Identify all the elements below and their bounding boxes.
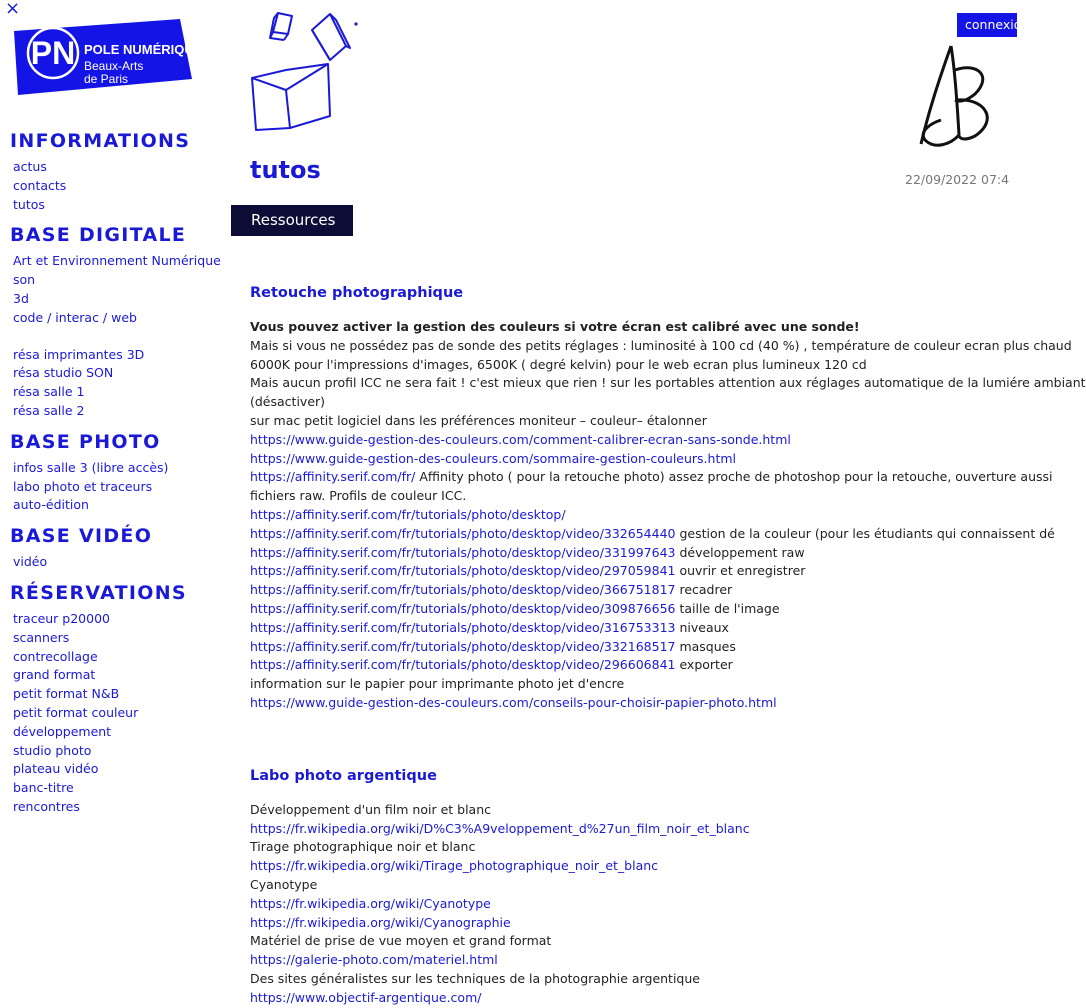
section-heading-retouche: Retouche photographique <box>250 285 464 301</box>
nav-item-resa-salle-1[interactable] <box>13 383 225 402</box>
datetime: 22/09/2022 07:4 <box>905 172 1010 187</box>
link-line <box>250 694 1010 713</box>
resource-link[interactable]: https://www.guide-gestion-des-couleurs.com/sommaire-gestion-couleurs.html <box>250 450 736 466</box>
nav-link[interactable]: son <box>13 272 36 288</box>
nav-link[interactable]: petit format couleur <box>13 704 139 720</box>
main-content <box>250 282 1086 1008</box>
text-line: Développement d'un film noir et blanc <box>250 801 492 817</box>
link-description: exporter <box>675 657 733 673</box>
link-with-description <box>250 656 1010 675</box>
text-line: (désactiver) <box>250 394 326 410</box>
nav-item-scanners[interactable] <box>13 629 225 648</box>
nav-item-auto-edition[interactable] <box>13 496 225 515</box>
link-with-description <box>250 581 1010 600</box>
resource-link[interactable]: https://fr.wikipedia.org/wiki/Tirage_photographique_noir_et_blanc <box>250 858 659 874</box>
tab-ressources[interactable]: Ressources <box>231 205 353 236</box>
logo-monogram: PN <box>30 35 76 71</box>
section-heading-labo: Labo photo argentique <box>250 767 437 784</box>
nav-link[interactable]: plateau vidéo <box>13 761 99 777</box>
nav-link[interactable]: labo photo et traceurs <box>13 478 153 494</box>
nav-link[interactable]: auto-édition <box>13 497 89 513</box>
link-line <box>250 820 1010 839</box>
link-line <box>250 506 1010 525</box>
nav-item-grand-format[interactable] <box>13 666 225 685</box>
cubes-illustration <box>246 10 366 132</box>
nav-link[interactable]: vidéo <box>13 554 48 570</box>
text-line: Des sites généralistes sur les techniques de la photographie argentique <box>250 970 700 986</box>
nav-item-video[interactable] <box>13 553 225 572</box>
section-title-base-photo: BASE PHOTO <box>10 430 161 453</box>
section-title-informations: INFORMATIONS <box>10 130 191 152</box>
nav-item-contacts[interactable] <box>13 177 225 196</box>
text-line: fichiers raw. Profils de couleur ICC. <box>250 488 467 504</box>
nav-link[interactable]: développement <box>13 723 112 739</box>
nav-item-labo-photo[interactable] <box>13 478 225 497</box>
link-description: masques <box>675 638 736 654</box>
resource-link[interactable]: https://affinity.serif.com/fr/tutorials/photo/desktop/video/332654440 <box>250 525 676 541</box>
nav-item-resa-studio-son[interactable] <box>13 364 225 383</box>
resource-link[interactable]: https://affinity.serif.com/fr/tutorials/photo/desktop/video/366751817 <box>250 582 676 598</box>
section-title-base-digitale: BASE DIGITALE <box>10 224 187 247</box>
nav-link[interactable]: code / interac / web <box>13 309 137 325</box>
resource-link[interactable]: https://affinity.serif.com/fr/tutorials/photo/desktop/video/297059841 <box>250 563 676 579</box>
logo-title: POLE NUMÉRIQUE <box>84 42 203 57</box>
pole-numerique-logo[interactable] <box>12 17 203 97</box>
text-line: sur mac petit logiciel dans les préférences moniteur – couleur– étalonner <box>250 412 707 428</box>
link-description: gestion de la couleur (pour les étudiants qui connaissent dé <box>675 525 1055 541</box>
link-description: Affinity photo ( pour la retouche photo) assez proche de photoshop pour la retouche, ouverture aussi <box>415 469 1053 485</box>
resource-link[interactable]: https://www.objectif-argentique.com/ <box>250 989 482 1005</box>
link-with-description <box>250 525 1055 544</box>
logo-subtitle-2: de Paris <box>84 72 129 86</box>
link-with-description <box>250 619 1010 638</box>
base-photo-list <box>13 459 225 515</box>
section-labo <box>250 765 1010 1008</box>
nav-item-banc-titre[interactable] <box>13 779 225 798</box>
nav-link[interactable]: grand format <box>13 667 96 683</box>
resource-link[interactable]: https://affinity.serif.com/fr/tutorials/photo/desktop/video/309876656 <box>250 600 676 616</box>
nav-link[interactable]: tutos <box>13 196 45 212</box>
nav-link[interactable]: contacts <box>13 177 67 193</box>
section-retouche <box>250 282 1086 713</box>
nav-link[interactable]: 3d <box>13 290 29 306</box>
link-line <box>250 914 1010 933</box>
resource-link[interactable]: https://affinity.serif.com/fr/ <box>250 469 416 485</box>
text-line: Cyanotype <box>250 876 318 892</box>
nav-item-resa-imprimantes[interactable] <box>13 346 225 365</box>
nav-item-rencontres[interactable] <box>13 798 225 817</box>
nav-link[interactable]: résa salle 2 <box>13 402 85 418</box>
resource-link[interactable]: https://affinity.serif.com/fr/tutorials/photo/desktop/video/331997643 <box>250 544 676 560</box>
nav-link[interactable]: studio photo <box>13 742 92 758</box>
nav-item-plateau-video[interactable] <box>13 760 225 779</box>
connect-button[interactable]: connexion <box>957 13 1017 37</box>
section-title-reservations: RÉSERVATIONS <box>10 581 187 604</box>
nav-item-traceur[interactable] <box>13 610 225 629</box>
nav-link[interactable]: scanners <box>13 629 70 645</box>
text-line: Mais aucun profil ICC ne sera fait ! c'est mieux que rien ! sur les portables attention aux réglages automatique de la lumiére ambiant <box>250 375 1086 391</box>
informations-list <box>13 158 225 214</box>
nav-item-developpement[interactable] <box>13 723 225 742</box>
sidebar-nav <box>10 128 225 825</box>
resource-link[interactable]: https://fr.wikipedia.org/wiki/D%C3%A9veloppement_d%27un_film_noir_et_blanc <box>250 820 750 836</box>
nav-item-petit-format-couleur[interactable] <box>13 704 225 723</box>
nav-link[interactable]: actus <box>13 159 47 174</box>
base-video-list <box>13 553 225 572</box>
close-icon[interactable]: × <box>5 0 21 19</box>
link-line <box>250 431 1010 450</box>
nav-link[interactable]: résa imprimantes 3D <box>13 346 145 362</box>
link-with-description <box>250 638 1010 657</box>
link-description: taille de l'image <box>675 600 780 616</box>
nav-item-petit-format-nb[interactable] <box>13 685 225 704</box>
nav-item-code-interac-web[interactable] <box>13 309 225 328</box>
text-line: 6000K pour l'impressions d'images, 6500K ( degré kelvin) pour le web ecran plus lumineux 120 cd <box>250 356 867 372</box>
nav-link[interactable]: traceur p20000 <box>13 610 110 626</box>
text-line: Mais si vous ne possédez pas de sonde des petits réglages : luminosité à 100 cd (40 %) , température de couleur ecran plus chaud <box>250 337 1072 353</box>
logo-subtitle-1: Beaux-Arts <box>84 59 144 73</box>
reservations-list <box>13 610 225 817</box>
section-title-base-video: BASE VIDÉO <box>10 525 153 548</box>
link-description: développement raw <box>675 544 805 560</box>
nav-link[interactable]: infos salle 3 (libre accès) <box>13 459 169 475</box>
nav-link[interactable]: banc-titre <box>13 780 74 796</box>
nav-item-studio-photo[interactable] <box>13 742 225 761</box>
resource-link[interactable]: https://fr.wikipedia.org/wiki/Cyanotype <box>250 895 491 911</box>
nav-link[interactable]: résa studio SON <box>13 365 114 381</box>
link-with-description <box>250 544 1010 563</box>
resource-link[interactable]: https://affinity.serif.com/fr/tutorials/photo/desktop/ <box>250 506 566 522</box>
nav-item-tutos[interactable] <box>13 196 225 215</box>
nav-link[interactable]: résa salle 1 <box>13 384 85 400</box>
link-line <box>250 857 1010 876</box>
nav-link[interactable]: petit format N&B <box>13 686 120 702</box>
base-digitale-list <box>13 252 225 420</box>
nav-item-son[interactable] <box>13 271 225 290</box>
nav-item-infos-salle-3[interactable] <box>13 459 225 478</box>
resource-link[interactable]: https://affinity.serif.com/fr/tutorials/photo/desktop/video/332168517 <box>250 638 676 654</box>
link-with-description <box>250 468 1053 487</box>
nav-item-contrecollage[interactable] <box>13 648 225 667</box>
nav-link[interactable]: Art et Environnement Numérique <box>13 253 221 269</box>
resource-link[interactable]: https://www.guide-gestion-des-couleurs.com/conseils-pour-choisir-papier-photo.html <box>250 694 777 710</box>
nav-item-actus[interactable] <box>13 158 225 177</box>
resource-link[interactable]: https://www.guide-gestion-des-couleurs.com/comment-calibrer-ecran-sans-sonde.html <box>250 431 791 447</box>
retouche-lines <box>250 318 1086 713</box>
link-line <box>250 951 1010 970</box>
text-line: Tirage photographique noir et blanc <box>250 839 476 855</box>
text-line: information sur le papier pour imprimante photo jet d'encre <box>250 676 625 692</box>
link-description: recadrer <box>675 582 733 598</box>
nav-item-resa-salle-2[interactable] <box>13 402 225 421</box>
resource-link[interactable]: https://affinity.serif.com/fr/tutorials/photo/desktop/video/316753313 <box>250 619 676 635</box>
beaux-arts-logo[interactable] <box>915 40 1000 150</box>
resource-link[interactable]: https://affinity.serif.com/fr/tutorials/photo/desktop/video/296606841 <box>250 657 676 673</box>
nav-link[interactable]: rencontres <box>13 798 80 814</box>
link-description: ouvrir et enregistrer <box>675 563 806 579</box>
text-line: Matériel de prise de vue moyen et grand format <box>250 933 552 949</box>
link-with-description <box>250 600 1010 619</box>
link-line <box>250 895 1010 914</box>
resource-link[interactable]: https://fr.wikipedia.org/wiki/Cyanographie <box>250 914 511 930</box>
nav-item-3d[interactable] <box>13 290 225 309</box>
nav-item-art-environnement[interactable] <box>13 252 225 271</box>
nav-spacer <box>13 328 225 346</box>
nav-link[interactable]: contrecollage <box>13 648 98 664</box>
link-with-description <box>250 562 1010 581</box>
page-title: tutos <box>250 156 321 184</box>
labo-lines <box>250 801 1010 1008</box>
link-description: niveaux <box>675 619 729 635</box>
resource-link[interactable]: https://galerie-photo.com/materiel.html <box>250 952 498 968</box>
link-line <box>250 450 1010 469</box>
link-line <box>250 989 1010 1008</box>
bold-text-line: Vous pouvez activer la gestion des couleurs si votre écran est calibré avec une sonde! <box>250 319 860 334</box>
